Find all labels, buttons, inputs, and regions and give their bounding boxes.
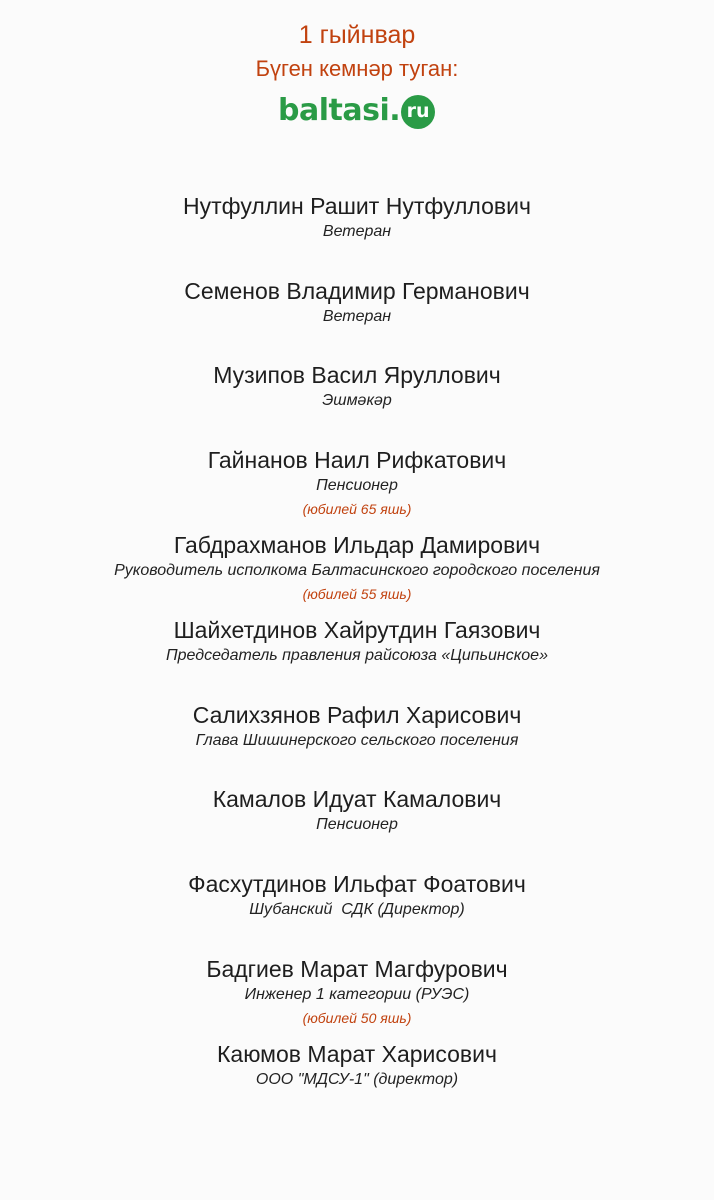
logo-text: baltasi. xyxy=(278,93,401,128)
person-name: Гайнанов Наил Рифкатович xyxy=(207,447,507,473)
logo-badge-text: ru xyxy=(406,99,430,122)
person-role: Председатель правления райсоюза «Ципьинское» xyxy=(166,647,548,664)
baltasi-logo[interactable] xyxy=(278,90,435,132)
person-name: Нутфуллин Рашит Нутфуллович xyxy=(183,193,531,219)
person-name: Габдрахманов Ильдар Дамирович xyxy=(173,532,541,558)
person-name: Фасхутдинов Ильфат Фоатович xyxy=(188,871,526,897)
person-entry xyxy=(0,1040,714,1092)
person-entry xyxy=(0,955,714,1029)
date-heading: 1 гыйнвар xyxy=(298,21,416,49)
birthdays-subtitle: Бүген кемнәр туган: xyxy=(255,56,459,81)
person-role: Пенсионер xyxy=(316,477,398,494)
person-entry xyxy=(0,192,714,244)
person-name: Шайхетдинов Хайрутдин Гаязович xyxy=(173,617,541,643)
person-entry xyxy=(0,531,714,605)
jubilee-note: (юбилей 55 яшь) xyxy=(302,586,412,602)
person-name: Музипов Васил Яруллович xyxy=(213,362,501,388)
person-entry xyxy=(0,361,714,413)
person-entry xyxy=(0,785,714,837)
person-name: Бадгиев Марат Магфурович xyxy=(206,956,508,982)
person-role: Пенсионер xyxy=(316,816,398,833)
person-role: Ветеран xyxy=(322,308,392,325)
person-role: Эшмәкәр xyxy=(322,392,392,409)
jubilee-note: (юбилей 65 яшь) xyxy=(302,501,412,517)
person-role: ООО "МДСУ-1" (директор) xyxy=(255,1071,459,1088)
person-name: Каюмов Марат Харисович xyxy=(217,1041,497,1067)
person-role: Инженер 1 категории (РУЭС) xyxy=(244,986,470,1003)
person-entry xyxy=(0,446,714,520)
person-name: Камалов Идуат Камалович xyxy=(212,786,502,812)
logo-badge-icon xyxy=(401,95,435,129)
person-role: Глава Шишинерского сельского поселения xyxy=(195,732,519,749)
person-role: Руководитель исполкома Балтасинского городского поселения xyxy=(114,562,600,579)
person-role: Шубанский СДК (Директор) xyxy=(249,901,465,918)
person-entry xyxy=(0,277,714,329)
jubilee-note: (юбилей 50 яшь) xyxy=(302,1010,412,1026)
person-name: Семенов Владимир Германович xyxy=(184,278,530,304)
person-entry xyxy=(0,701,714,753)
person-entry xyxy=(0,616,714,668)
person-role: Ветеран xyxy=(322,223,392,240)
person-name: Салихзянов Рафил Харисович xyxy=(192,702,522,728)
person-entry xyxy=(0,870,714,922)
